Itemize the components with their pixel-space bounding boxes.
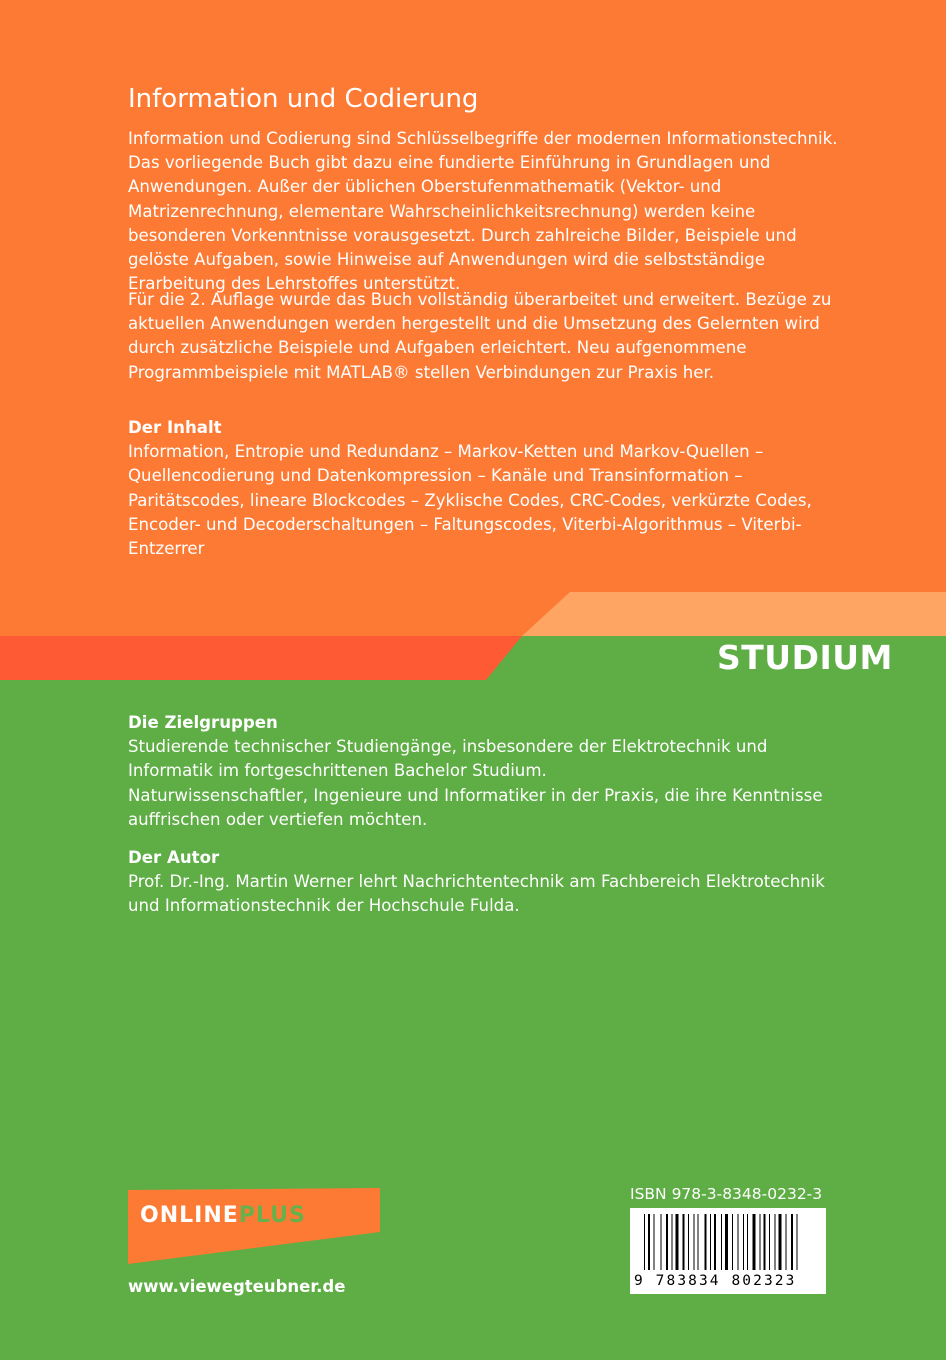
barcode-bar (676, 1214, 679, 1270)
barcode-bar (688, 1214, 689, 1270)
barcode-bar (747, 1214, 748, 1270)
barcode-bar (698, 1214, 699, 1270)
barcode-bar (797, 1214, 798, 1270)
intro-paragraph-2 (128, 288, 848, 385)
intro-text-1: Information und Codierung sind Schlüsselbegriffe der modernen Informationstechnik. Das vorliegende Buch gibt dazu eine fundierte Einführung in Grundlagen und Anwendungen. Außer der üblichen Oberstufenmathematik (Vektor- und Matrizenrechnung, elementare Wahrscheinlichkeitsrechnung) werden keine besonderen Vorkenntnisse vorausgesetzt. Durch zahlreiche Bilder, Beispiele und gelöste Aufgaben, sowie Hinweise auf Anwendungen wird die selbstständige Erarbeitung des Lehrstoffes unterstützt. (128, 129, 838, 294)
intro-text-2: Für die 2. Auflage wurde das Buch vollständig überarbeitet und erweitert. Bezüge zu aktuellen Anwendungen werden hergestellt und die Umsetzung des Gelernten wird durch zusätzliche Beispiele und Aufgaben erleichtert. Neu aufgenommene Programmbeispiele mit MATLAB® stellen Verbindungen zur Praxis her. (128, 290, 832, 382)
barcode-bar (683, 1214, 685, 1270)
barcode-bar (738, 1214, 739, 1270)
barcode-bar (779, 1214, 782, 1270)
barcode-bar (721, 1214, 722, 1270)
barcode-bar (644, 1214, 645, 1270)
barcode-bar (666, 1214, 668, 1270)
book-title: Information und Codierung (128, 84, 479, 114)
plus-word: PLUS (238, 1203, 306, 1228)
barcode-bar (705, 1214, 707, 1270)
audience-section (128, 711, 848, 832)
contents-text: Information, Entropie und Redundanz – Markov-Ketten und Markov-Quellen – Quellencodierung und Datenkompression – Kanäle und Transinformation – Paritätscodes, lineare Blockcodes – Zyklische Codes, CRC-Codes, verkürzte Codes, Encoder- und Decoderschaltungen – Faltungscodes, Viterbi-Algorithmus – Viterbi-Entzerrer (128, 442, 812, 559)
online-plus-logo (128, 1188, 380, 1268)
barcode-bar (764, 1214, 766, 1270)
barcode-bar (753, 1214, 756, 1270)
series-label: STUDIUM (717, 638, 893, 677)
light-orange-stripe (522, 592, 946, 636)
barcode-bar (654, 1214, 655, 1270)
barcode-bar (661, 1214, 662, 1270)
barcode-digits: 9 783834 802323 (634, 1273, 797, 1289)
audience-line-1: Studierende technischer Studiengänge, insbesondere der Elektrotechnik und Informatik im fortgeschrittenen Bachelor Studium. (128, 737, 768, 781)
online-plus-label (140, 1202, 306, 1230)
audience-heading: Die Zielgruppen (128, 713, 278, 732)
barcode-bar (743, 1214, 744, 1270)
barcode-bar (725, 1214, 728, 1270)
isbn-number: ISBN 978-3-8348-0232-3 (630, 1185, 823, 1203)
barcode-bar (769, 1214, 770, 1270)
barcode-bar (694, 1214, 695, 1270)
author-text: Prof. Dr.-Ing. Martin Werner lehrt Nachrichtentechnik am Fachbereich Elektrotechnik und Informationstechnik der Hochschule Fulda. (128, 872, 825, 916)
barcode (630, 1208, 826, 1294)
online-word: ONLINE (140, 1203, 239, 1228)
contents-section (128, 416, 848, 561)
barcode-bar (672, 1214, 673, 1270)
barcode-bar (714, 1214, 716, 1270)
author-section (128, 846, 848, 919)
red-orange-stripe (0, 636, 522, 680)
barcode-bar (775, 1214, 776, 1270)
barcode-bar (791, 1214, 793, 1270)
audience-line-2: Naturwissenschaftler, Ingenieure und Informatiker in der Praxis, die ihre Kenntnisse auffrischen oder vertiefen möchten. (128, 785, 823, 829)
barcode-bar (732, 1214, 733, 1270)
website-url: www.viewegteubner.de (128, 1277, 346, 1296)
barcode-bar (710, 1214, 711, 1270)
barcode-bar (760, 1214, 761, 1270)
intro-paragraph-1 (128, 127, 848, 296)
barcode-bar (786, 1214, 787, 1270)
barcode-bar (648, 1214, 650, 1270)
contents-heading: Der Inhalt (128, 418, 222, 437)
author-heading: Der Autor (128, 848, 220, 867)
